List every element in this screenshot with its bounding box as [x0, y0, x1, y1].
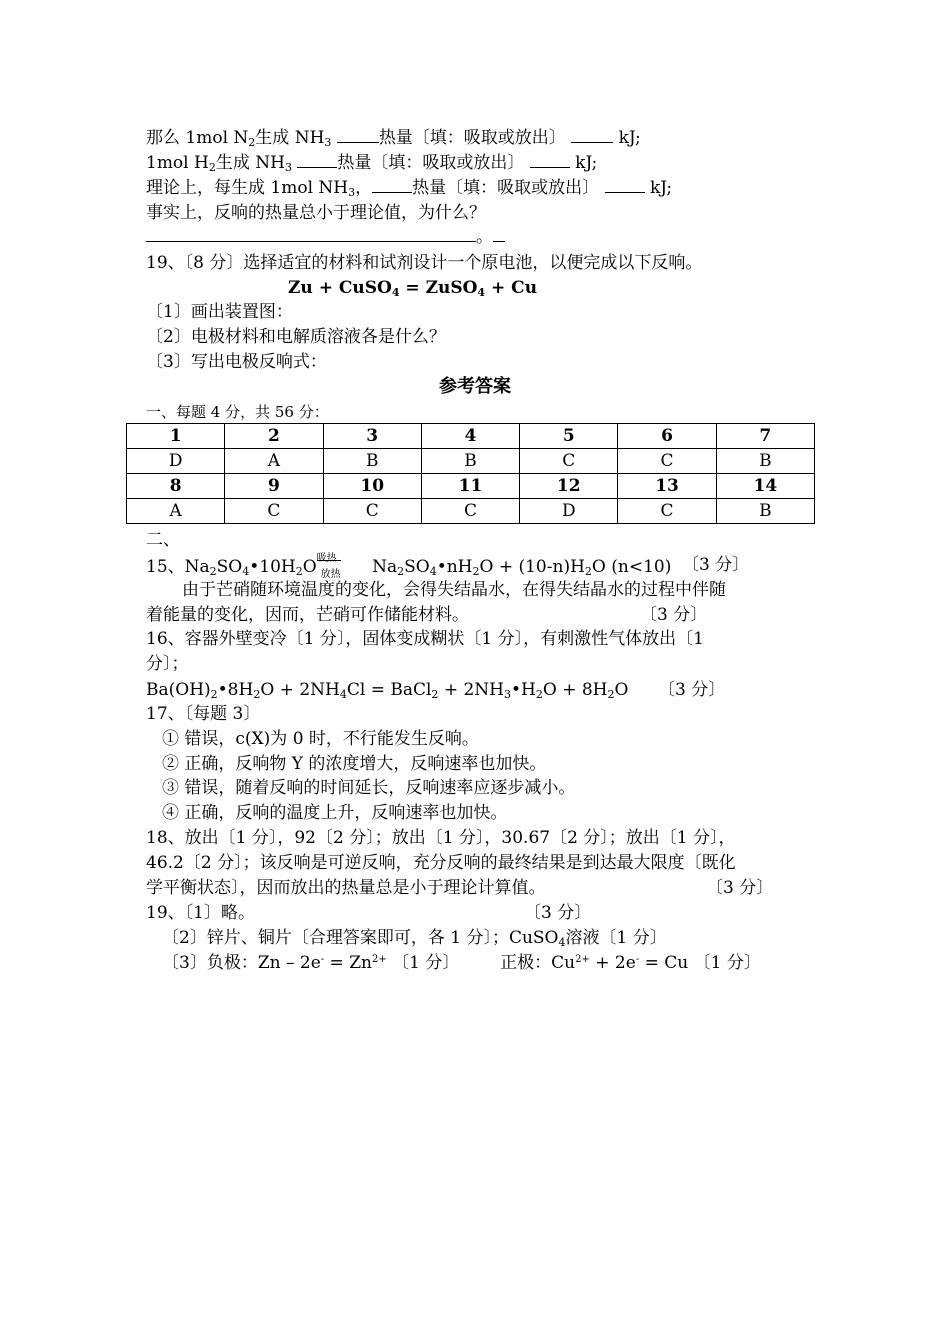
answer-19-line-2: 〔2〕锌片、铜片〔合理答案即可，各 1 分〕；CuSO$_4$溶液〔1 分〕: [162, 928, 667, 949]
answer-17-item-1: ① 错误，c(X)为 0 时，不行能发生反响。: [162, 729, 479, 749]
table-row: D A B B C C B: [127, 449, 815, 474]
answer-blank[interactable]: [372, 177, 412, 193]
answer-18-score: 〔3 分〕: [706, 878, 774, 898]
answer-15-score-2: 〔3 分〕: [640, 605, 708, 625]
q18-line-4: 事实上，反响的热量总小于理论值，为什么？: [146, 203, 486, 223]
q18-line-3: 理论上，每生成 1mol $NH_3$， 热量〔填：吸取或放出〕 kJ;: [146, 178, 673, 199]
table-row: 8 9 10 11 12 13 14: [127, 474, 815, 499]
q18-line-1: 那么 1mol $N_2$生成 $NH_3$ 热量〔填：吸取或放出〕 kJ;: [146, 128, 641, 149]
answer-16-line-2: 分〕；: [146, 654, 189, 674]
answer-blank[interactable]: [337, 127, 379, 143]
answer-19-score: 〔3 分〕: [524, 903, 592, 923]
answers-heading: 参考答案: [439, 376, 511, 397]
answer-15-equation: 15、$Na_2SO_4•10H_2O$ 吸热 放热 $Na_2SO_4•nH_2O + (10-n)H_2O$ (n<10): [146, 553, 672, 580]
answer-17-item-4: ④ 正确，反响的温度上升，反响速率也加快。: [162, 803, 508, 823]
answer-blank[interactable]: [605, 177, 645, 193]
q19-equation: Zu + CuSO$_4$ = ZuSO$_4$ + Cu: [288, 278, 538, 299]
answer-blank[interactable]: [146, 226, 476, 242]
q19-item-3: 〔3〕写出电极反响式：: [146, 352, 327, 372]
answer-17-title: 17、〔每题 3〕: [146, 704, 261, 724]
q18-answer-line[interactable]: 。: [146, 226, 505, 248]
q18-line-2: 1mol $H_2$生成 $NH_3$ 热量〔填：吸取或放出〕 kJ;: [146, 153, 598, 174]
answer-blank[interactable]: [297, 152, 337, 168]
section-2-label: 二、: [146, 530, 180, 550]
q19-title: 19、〔8 分〕选择适宜的材料和试剂设计一个原电池，以便完成以下反响。: [146, 253, 703, 273]
reversible-arrow: 吸热 放热: [316, 553, 341, 580]
answer-blank[interactable]: [571, 127, 613, 143]
answer-17-item-3: ③ 错误，随着反响的时间延长，反响速率应逐步减小。: [162, 778, 576, 798]
answer-16-score: 〔3 分〕: [658, 680, 726, 700]
answer-17-item-2: ② 正确，反响物 Y 的浓度增大，反响速率也加快。: [162, 754, 547, 774]
q19-item-1: 〔1〕画出装置图：: [146, 302, 293, 322]
answer-19-line-3: 〔3〕负极：$Zn - 2e^- = Zn^{2+}$ 〔1 分〕 正极：$Cu^{2+} + 2e^- = Cu$ 〔1 分〕: [162, 953, 761, 973]
answer-19-line-1: 19、〔1〕略。: [146, 903, 255, 923]
section-1-label: 一、每题 4 分，共 56 分：: [146, 403, 329, 421]
table-row: 1 2 3 4 5 6 7: [127, 424, 815, 449]
answer-blank[interactable]: [530, 152, 570, 168]
answer-table: [126, 423, 815, 524]
answer-15-score: 〔3 分〕: [682, 555, 750, 575]
answer-15-text-1: 由于芒硝随环境温度的变化，会得失结晶水，在得失结晶水的过程中伴随: [182, 580, 726, 600]
answer-18-line-1: 18、放出〔1 分〕，92〔2 分〕；放出〔1 分〕，30.67〔2 分〕；放出〔1 分〕，: [146, 828, 736, 848]
answer-16-equation: $Ba(OH)_2•8H_2O + 2NH_4Cl$ = BaCl$_2$ + $2NH_3•H_2O + 8H_2O$: [146, 680, 629, 701]
answer-15-text-2: 着能量的变化，因而，芒硝可作储能材料。: [146, 605, 469, 625]
answer-18-line-2: 46.2〔2 分〕；该反响是可逆反响，充分反响的最终结果是到达最大限度〔既化: [146, 853, 736, 873]
table-row: A C C C D C B: [127, 499, 815, 524]
answer-18-line-3: 学平衡状态〕，因而放出的热量总是小于理论计算值。: [146, 878, 546, 898]
answer-16-line-1: 16、容器外壁变冷〔1 分〕，固体变成糊状〔1 分〕，有刺激性气体放出〔1: [146, 629, 704, 649]
q19-item-2: 〔2〕电极材料和电解质溶液各是什么？: [146, 327, 446, 347]
